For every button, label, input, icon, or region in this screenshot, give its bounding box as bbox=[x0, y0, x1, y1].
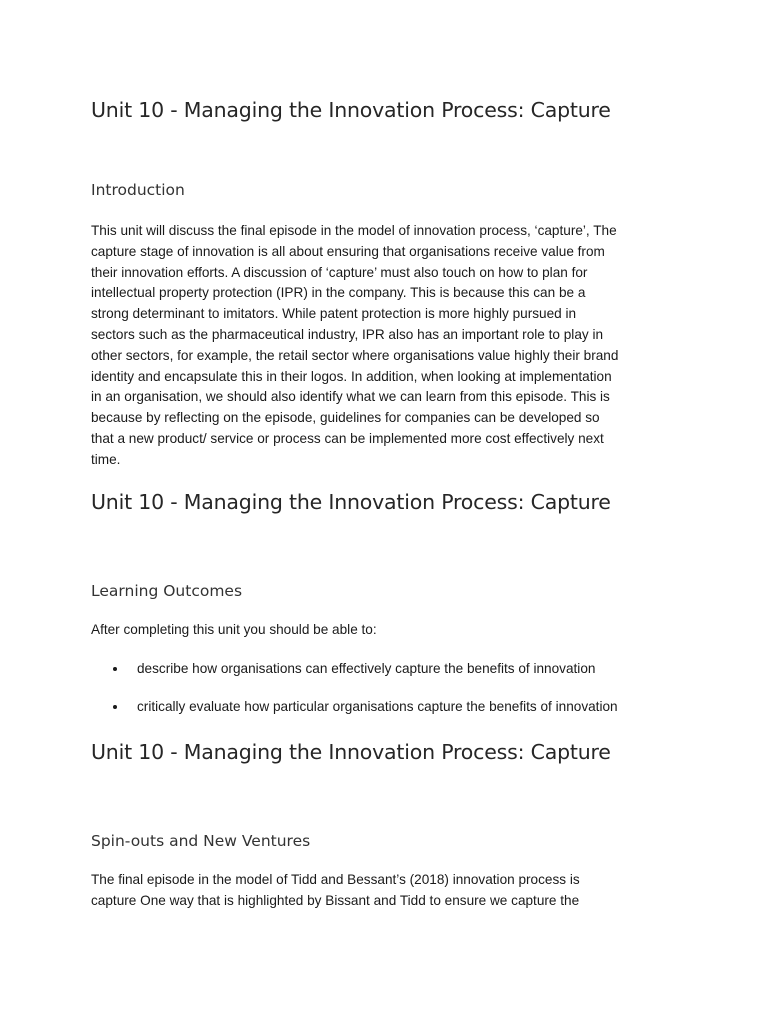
paragraph-line: intellectual property protection (IPR) in the company. This is because this can be a bbox=[91, 285, 586, 301]
paragraph-line: in an organisation, we should also identify what we can learn from this episode. This is bbox=[91, 389, 610, 405]
paragraph-line: sectors such as the pharmaceutical industry, IPR also has an important role to play in bbox=[91, 326, 604, 342]
introduction-paragraph bbox=[91, 221, 691, 471]
bullet-icon bbox=[113, 667, 117, 671]
bullet-text: critically evaluate how particular organisations capture the benefits of innovation bbox=[137, 699, 618, 714]
paragraph-line: The final episode in the model of Tidd and Bessant’s (2018) innovation process is bbox=[91, 872, 580, 887]
spin-outs-paragraph bbox=[91, 870, 691, 912]
unit-title: Unit 10 - Managing the Innovation Process: Capture bbox=[91, 490, 611, 514]
paragraph-line: strong determinant to imitators. While patent protection is more highly pursued in bbox=[91, 306, 577, 322]
paragraph-line: capture stage of innovation is all about ensuring that organisations receive value from bbox=[91, 243, 605, 259]
learning-outcomes-lead: After completing this unit you should be able to: bbox=[91, 622, 377, 637]
paragraph-line: time. bbox=[91, 451, 121, 467]
paragraph-line: capture One way that is highlighted by Bissant and Tidd to ensure we capture the bbox=[91, 892, 580, 908]
unit-title: Unit 10 - Managing the Innovation Process: Capture bbox=[91, 740, 611, 764]
bullet-text: describe how organisations can effectively capture the benefits of innovation bbox=[137, 661, 596, 676]
section-heading-learning-outcomes: Learning Outcomes bbox=[91, 582, 243, 600]
paragraph-line: other sectors, for example, the retail sector where organisations value highly their brand bbox=[91, 347, 619, 363]
paragraph-line: because by reflecting on the episode, guidelines for companies can be developed so bbox=[91, 410, 600, 426]
paragraph-line: identity and encapsulate this in their logos. In addition, when looking at implementation bbox=[91, 368, 612, 384]
paragraph-line: This unit will discuss the final episode in the model of innovation process, ‘capture’, The bbox=[91, 223, 617, 238]
paragraph-line: their innovation efforts. A discussion of ‘capture’ must also touch on how to plan for bbox=[91, 264, 588, 280]
section-heading-introduction: Introduction bbox=[91, 181, 185, 199]
section-heading-spin-outs: Spin-outs and New Ventures bbox=[91, 832, 311, 850]
unit-title: Unit 10 - Managing the Innovation Process: Capture bbox=[91, 98, 611, 122]
bullet-icon bbox=[113, 705, 117, 709]
paragraph-line: that a new product/ service or process can be implemented more cost effectively next bbox=[91, 430, 604, 446]
